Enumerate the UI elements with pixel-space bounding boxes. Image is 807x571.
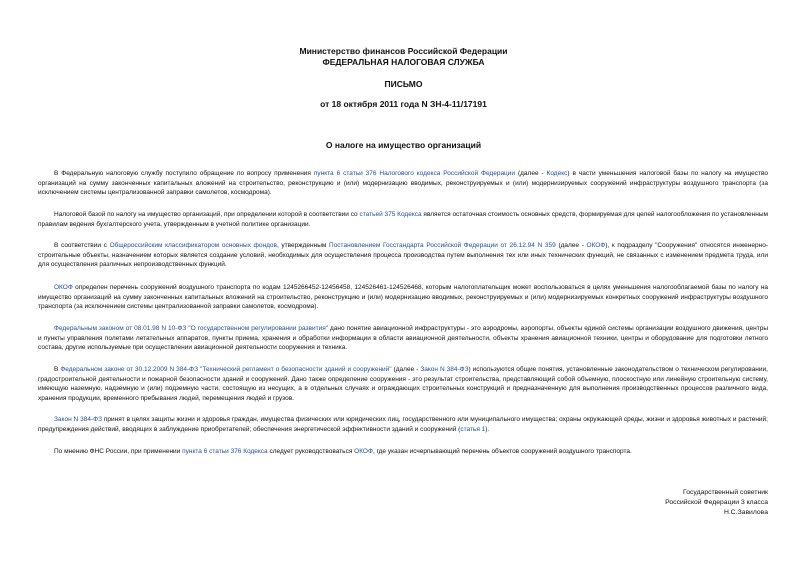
link-article-1[interactable]: статья 1 [460, 425, 486, 433]
signature-rank: Российской Федерации 3 класса [665, 499, 768, 506]
document-type: ПИСЬМО [384, 79, 423, 89]
paragraph-4 [38, 283, 768, 312]
text: (далее - [555, 242, 587, 249]
signature-name: Н.С.Завилова [723, 509, 768, 516]
text: (далее - [391, 366, 421, 373]
signature-title: Государственный советник [683, 489, 768, 496]
link-article-375[interactable]: статьей 375 Кодекса [359, 211, 422, 218]
link-federal-law-384-fz[interactable]: Федеральном законе от 30.12.2009 N 384-ФЗ "Технический регламент о безопасности зданий и сооружений" [60, 366, 392, 373]
paragraph-3 [38, 241, 768, 270]
link-okof-classifier[interactable]: Общероссийским классификатором основных фондов [109, 242, 277, 249]
link-gosstandart-resolution[interactable]: Постановлением Госстандарта Российской Федерации от 26.12.94 N 359 [329, 242, 556, 249]
paragraph-8 [38, 447, 768, 457]
link-okof[interactable]: ОКОФ [54, 284, 73, 291]
link-okof[interactable]: ОКОФ [586, 242, 606, 249]
text: В [54, 366, 61, 373]
text: ) используются общие понятия, установленные законодательством о техническом регулировании, градостроительной деятельности и пожарной безопасности зданий и сооружений. Дано также определение сооружения - это результат строительства, представляющий собой объемную, плоскостную или линейную строительную систему, имеющую наземную, надземную и (или) подземную части, состоящую из несущих, а в отдельных случаях и ограждающих строительных конструкций и предназначенную для выполнения производственных процессов различного вида, хранения продукции, временного пребывания людей, перемещения людей и грузов. [38, 366, 768, 402]
text: ), к подразделу "Сооружения" относятся инженерно-строительные объекты, назначением которых является создание условий, необходимых для осуществления процесса производства путем выполнения тех или иных технических функций, не связанных с изменением предмета труда, или для осуществления различных непроизводственных функций. [38, 242, 768, 269]
text: , утвержденным [276, 242, 330, 249]
text: ) в части уменьшения налоговой базы по налогу на имущество организаций на сумму законченных капитальных вложений на строительство, реконструкцию и (или) модернизацию вводимых, реконструируемых и (или) модернизируемых сооружений инфраструктуры воздушного транспорта (за исключением системы централизованной заправки самолетов, космодрома). [38, 170, 768, 197]
link-law-384-fz[interactable]: Закон N 384-ФЗ [54, 416, 102, 423]
text: является остаточная стоимость основных средств, формируемая для целей налогообложения по установленным правилам ведения бухгалтерского учета, утвержденным в учетной политике организации. [38, 211, 768, 228]
text: дано понятие авиационной инфраструктуры - это аэродромы, аэропорты, объекты единой системы организации воздушного движения, центры и пункты управления полетами летательных аппаратов, пункты приема, хранения и обработки информации в области авиационной деятельности, объекты хранения авиационной техники, центры и оборудование для подготовки летного состава, другие используемые при осуществлении авиационной деятельности сооружения и техника. [38, 325, 768, 352]
signature-block [665, 488, 768, 518]
text: принят в целях защиты жизни и здоровья граждан, имущества физических или юридических лиц, государственного или муниципального имущества; охраны окружающей среды, жизни и здоровья животных и растений; предупреждения действий, вводящих в заблуждение приобретателей; обеспечения энергетической эффективности зданий и сооружений ( [38, 416, 768, 433]
text: Налоговой базой по налогу на имущество организаций, при определении которой в соответствии со [54, 211, 360, 218]
link-code[interactable]: Кодекс [546, 170, 568, 177]
text: В соответствии с [54, 242, 110, 249]
link-federal-law-10-fz[interactable]: Федеральным законом от 08.01.98 N 10-ФЗ "О государственном регулировании развития" [54, 325, 329, 332]
paragraph-6 [38, 365, 768, 403]
text: определен перечень сооружений воздушного транспорта по кодам 1245266452-12456458, 124526461-124526468, которым налогоплательщик может воспользоваться в целях уменьшения налогооблагаемой базы по налогу на имущество организаций на сумму законченных капитальных вложений на строительство, реконструкцию и (или) модернизацию вводимых, реконструируемых и (или) модернизируемых конкретных сооружений инфраструктуры воздушного транспорта (за исключением системы централизованной заправки самолетов, космодрома). [38, 284, 768, 311]
text: ). [485, 425, 490, 433]
text: , где указан исчерпывающий перечень объектов сооружений воздушного транспорта. [372, 448, 632, 455]
document-date-number: от 18 октября 2011 года N ЗН-4-11/17191 [320, 99, 487, 109]
text: По мнению ФНС России, при применении [54, 448, 183, 455]
document-subject: О налоге на имущество организаций [325, 140, 482, 150]
ministry-heading: Министерство финансов Российской Федерации [299, 46, 508, 56]
paragraph-5 [38, 324, 768, 353]
link-tax-code-article-376[interactable]: пункта 6 статьи 376 Налогового кодекса Российской Федерации [313, 170, 516, 177]
link-okof[interactable]: ОКОФ [354, 448, 373, 455]
service-heading: ФЕДЕРАЛЬНАЯ НАЛОГОВАЯ СЛУЖБА [322, 57, 485, 67]
link-tax-code-article-376[interactable]: пункта 6 статьи 376 Кодекса [182, 448, 268, 455]
text: (далее - [515, 170, 547, 177]
text: следует руководствоваться [267, 448, 355, 455]
link-law-384-fz[interactable]: Закон N 384-ФЗ [420, 366, 469, 373]
paragraph-2 [38, 210, 768, 229]
text: В Федеральную налоговую службу поступило обращение по вопросу применения [54, 170, 314, 177]
paragraph-1 [38, 169, 768, 198]
paragraph-7 [38, 415, 768, 434]
